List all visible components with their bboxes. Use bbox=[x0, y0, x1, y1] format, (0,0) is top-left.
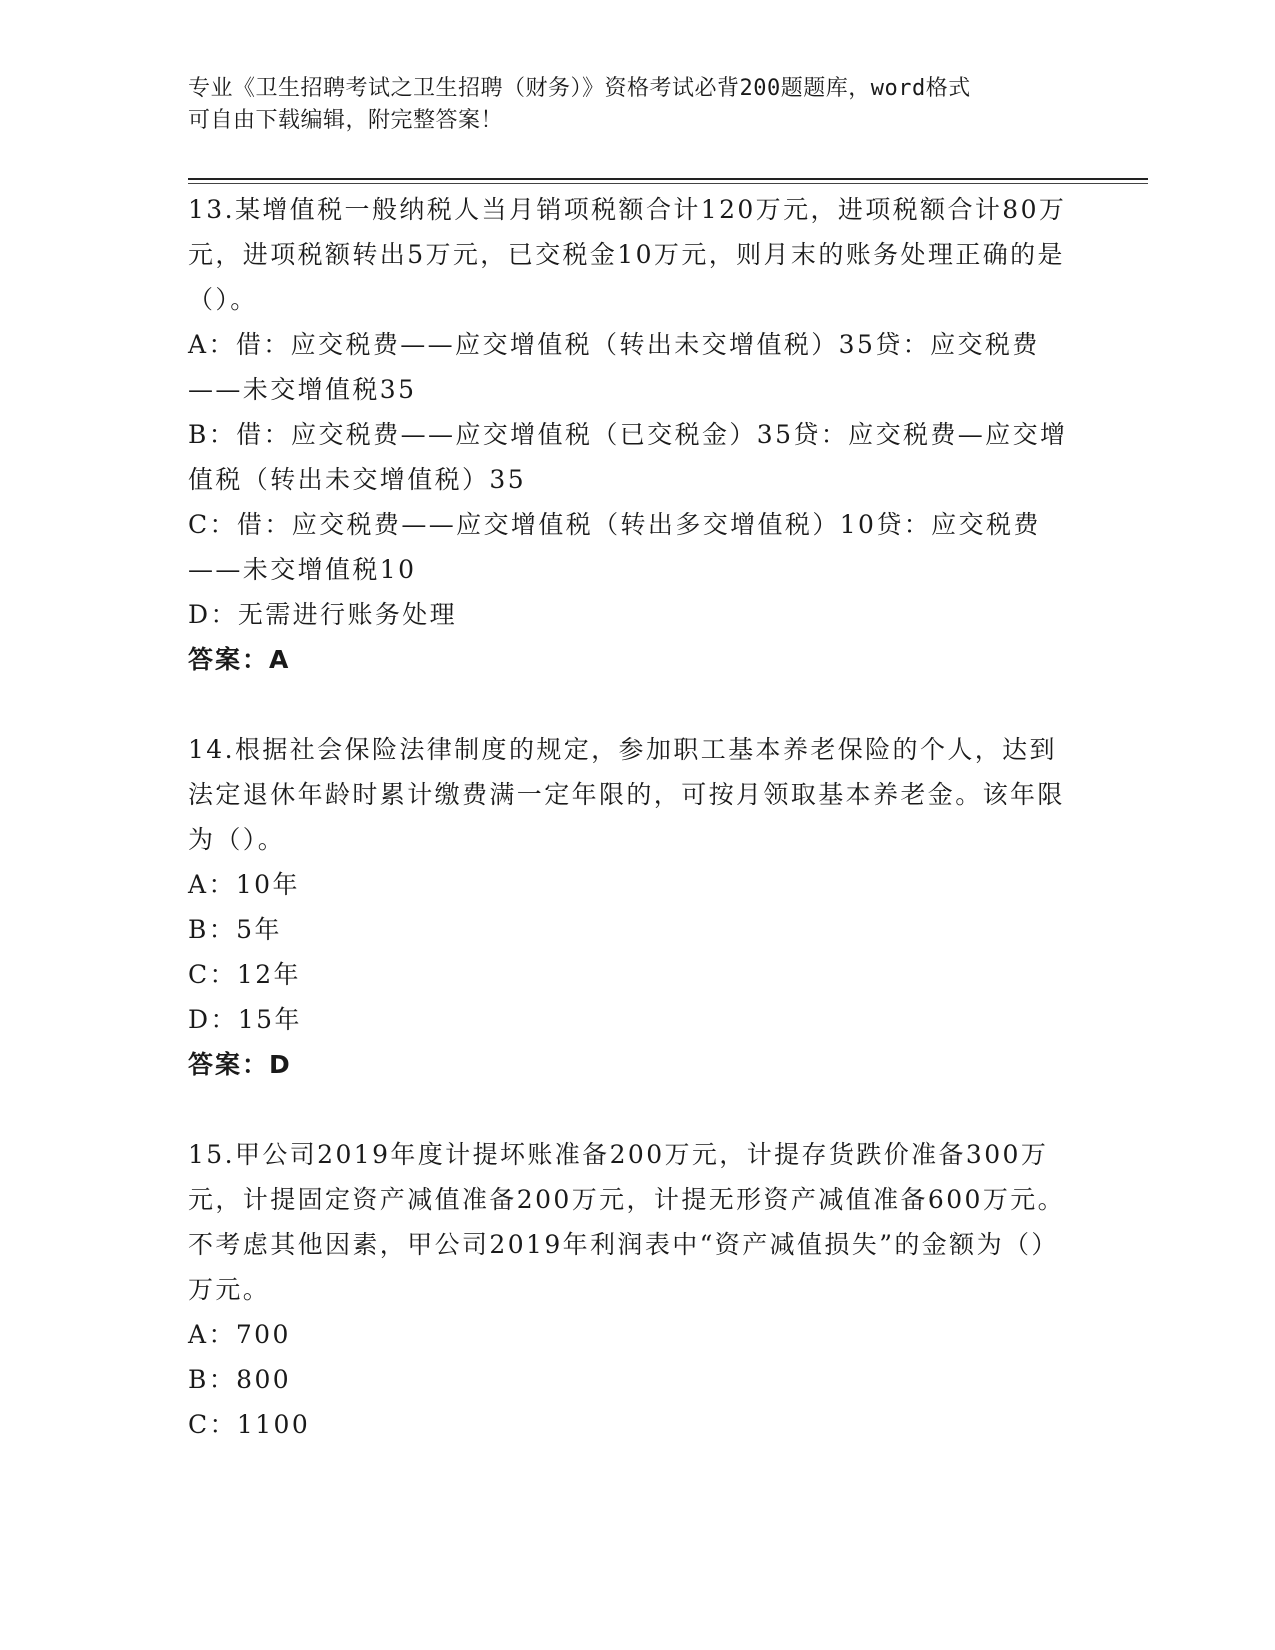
question-list bbox=[188, 187, 1078, 1492]
document-header bbox=[188, 73, 1068, 137]
answer-label: 答案：D bbox=[188, 1050, 292, 1079]
question-stem: 14.根据社会保险法律制度的规定，参加职工基本养老保险的个人，达到法定退休年龄时累计缴费满一定年限的，可按月领取基本养老金。该年限为（）。 bbox=[188, 735, 1065, 854]
question-stem: 13.某增值税一般纳税人当月销项税额合计120万元，进项税额合计80万元，进项税额转出5万元，已交税金10万元，则月末的账务处理正确的是（）。 bbox=[188, 195, 1067, 314]
option-b: B：800 bbox=[188, 1365, 292, 1394]
header-divider-thick bbox=[188, 178, 1148, 180]
question-14 bbox=[188, 727, 1078, 1087]
option-b: B：借：应交税费——应交增值税（已交税金）35贷：应交税费—应交增值税（转出未交增值税）35 bbox=[188, 420, 1068, 494]
header-line-2: 可自由下载编辑，附完整答案！ bbox=[188, 108, 504, 133]
option-c: C：1100 bbox=[188, 1410, 311, 1439]
option-c: C：12年 bbox=[188, 960, 301, 989]
option-a: A：借：应交税费——应交增值税（转出未交增值税）35贷：应交税费——未交增值税35 bbox=[188, 330, 1040, 404]
option-d: D：无需进行账务处理 bbox=[188, 600, 458, 629]
header-line-1: 专业《卫生招聘考试之卫生招聘（财务）》资格考试必背200题题库，word格式 bbox=[188, 76, 971, 101]
question-stem: 15.甲公司2019年度计提坏账准备200万元，计提存货跌价准备300万元，计提固定资产减值准备200万元，计提无形资产减值准备600万元。不考虑其他因素，甲公司2019年利润表中“资产减值损失”的金额为（）万元。 bbox=[188, 1140, 1066, 1304]
option-a: A：10年 bbox=[188, 870, 300, 899]
question-15 bbox=[188, 1132, 1078, 1447]
option-b: B：5年 bbox=[188, 915, 282, 944]
question-13 bbox=[188, 187, 1078, 682]
option-d: D：15年 bbox=[188, 1005, 302, 1034]
option-c: C：借：应交税费——应交增值税（转出多交增值税）10贷：应交税费——未交增值税10 bbox=[188, 510, 1041, 584]
header-divider-thin bbox=[188, 183, 1148, 184]
option-a: A：700 bbox=[188, 1320, 291, 1349]
answer-label: 答案：A bbox=[188, 645, 291, 674]
